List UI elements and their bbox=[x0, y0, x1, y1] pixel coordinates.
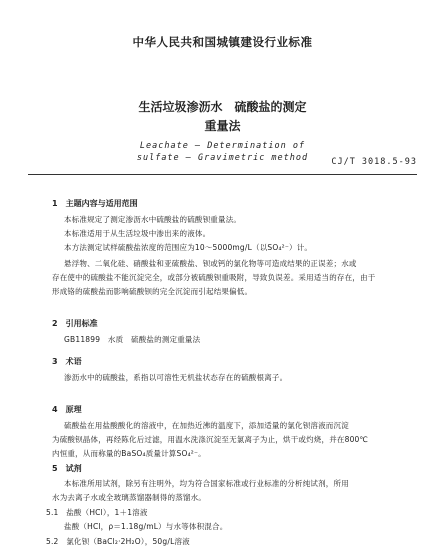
section-1-paragraph: 本标准规定了测定渗沥水中硫酸盐的硫酸钡重量法。 bbox=[64, 215, 242, 224]
section-5-paragraph: 水为去离子水或全玻璃蒸馏器制得的蒸馏水。 bbox=[52, 493, 206, 502]
header-divider bbox=[28, 174, 417, 175]
section-5-paragraph: 本标准所用试剂，除另有注明外，均为符合国家标准或行业标准的分析纯试剂，所用 bbox=[64, 479, 349, 488]
section-3-heading: 3 术语 bbox=[52, 357, 82, 366]
section-4-paragraph: 为硫酸钡晶体，再经陈化后过滤，用温水洗涤沉淀至无氯离子为止，烘干或灼烧，并在800℃ bbox=[52, 435, 369, 444]
section-1-paragraph: 本方法测定试样硫酸盐浓度的范围应为10～5000mg/L（以SO₄²⁻）计。 bbox=[64, 243, 313, 252]
section-2-paragraph: GB11899 水质 硫酸盐的测定重量法 bbox=[64, 335, 201, 344]
section-4-paragraph: 内恒重，从而称量的BaSO₄质量计算SO₄²⁻。 bbox=[52, 449, 206, 458]
section-1-paragraph: 形成铬的硫酸盐而影响硫酸钡的完全沉淀而引起结果偏低。 bbox=[52, 287, 253, 296]
section-1-paragraph: 存在使中的硫酸盐不能沉淀完全，或部分被硫酸钡重吸附，导致负误差。采用适当的存在，由于 bbox=[52, 273, 376, 282]
title-en-line1: Leachate — Determination of bbox=[139, 141, 306, 151]
subsection-5-1-text: 盐酸（HCl，ρ＝1.18g/mL）与水等体积混合。 bbox=[64, 522, 228, 531]
section-5-heading: 5 试剂 bbox=[52, 464, 82, 473]
standard-header: 中华人民共和国城镇建设行业标准 bbox=[132, 35, 313, 49]
section-1-paragraph: 悬浮物、二氧化硅、硝酸盐和亚硫酸盐、钡或钙的氯化物等可造成结果的正误差；水或 bbox=[64, 259, 357, 268]
section-4-heading: 4 原理 bbox=[52, 405, 82, 414]
title-cn-line1: 生活垃圾渗沥水 硫酸盐的测定 bbox=[138, 100, 307, 114]
section-1-heading: 1 主题内容与适用范围 bbox=[52, 199, 138, 208]
title-cn-line2: 重量法 bbox=[204, 119, 241, 133]
section-4-paragraph: 硫酸盐在用盐酸酸化的溶液中，在加热近沸的温度下，添加适量的氯化钡溶液而沉淀 bbox=[64, 421, 349, 430]
section-2-heading: 2 引用标准 bbox=[52, 319, 98, 328]
document-number: CJ/T 3018.5-93 bbox=[331, 157, 417, 167]
subsection-5-2: 5.2 氯化钡（BaCl₂·2H₂O），50g/L溶液 bbox=[46, 537, 190, 546]
title-en-line2: sulfate — Gravimetric method bbox=[136, 153, 309, 163]
section-1-paragraph: 本标准适用于从生活垃圾中渗出来的液体。 bbox=[64, 229, 211, 238]
section-3-paragraph: 渗沥水中的硫酸盐，系指以可溶性无机盐状态存在的硫酸根离子。 bbox=[64, 373, 288, 382]
subsection-5-1: 5.1 盐酸（HCl），1＋1溶液 bbox=[46, 508, 148, 517]
